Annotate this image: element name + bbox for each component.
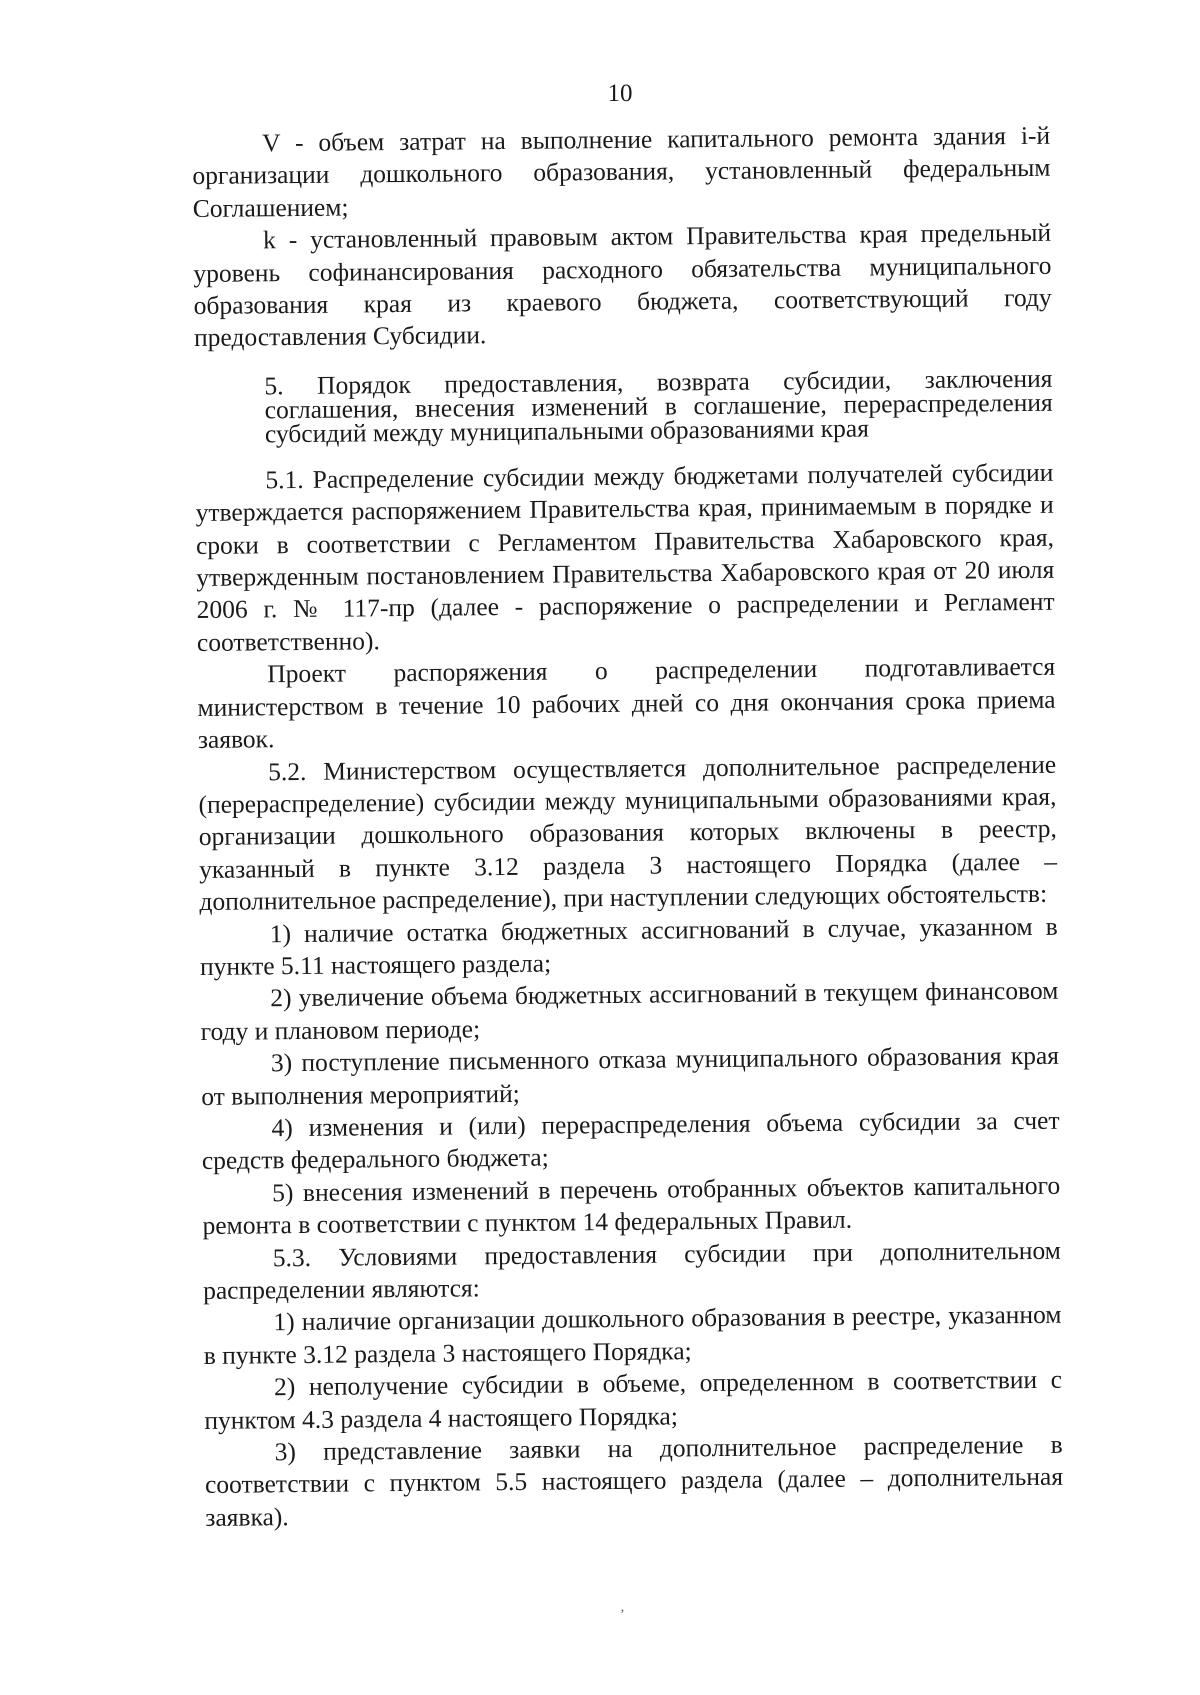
scan-mark: ‚ xyxy=(620,1600,625,1615)
list-item: 4) изменения и (или) перераспределения объема субсидии за счет средств федерального бюджета; xyxy=(201,1105,1060,1176)
list-item: 2) увеличение объема бюджетных ассигнований в текущем финансовом году и плановом периоде; xyxy=(200,976,1059,1046)
list-item: 5) внесения изменений в перечень отобранных объектов капитального ремонта в соответствии с пунктом 14 федеральных Правил. xyxy=(202,1170,1061,1241)
document-body xyxy=(192,120,1063,1534)
paragraph: 5.2. Министерством осуществляется дополнительное распределение (перераспределение) субсидии между муниципальными образованиями края, организации дошкольного образования которых включены в реестр, указанный в пункте 3.12 раздела 3 настоящего Порядка (далее – дополнительное распределение), при наступлении следующих обстоятельств: xyxy=(198,749,1058,917)
list-item: 1) наличие организации дошкольного образования в реестре, указанном в пункте 3.12 раздела 3 настоящего Порядка; xyxy=(203,1300,1062,1370)
paragraph: V - объем затрат на выполнение капитального ремонта здания i-й организации дошкольного образования, установленный федеральным Соглашением; xyxy=(192,120,1051,223)
list-item: 3) представление заявки на дополнительное распределение в соответствии с пунктом 5.5 настоящего раздела (далее – дополнительная заявка). xyxy=(204,1429,1064,1532)
paragraph: Проект распоряжения о распределении подготавливается министерством в течение 10 рабочих дней со дня окончания срока приема заявок. xyxy=(197,652,1056,755)
section-heading: 5. Порядок предоставления, возврата субсидии, заключения соглашения, внесения изменений в соглашение, перераспределения субсидий между муниципальными образованиями края xyxy=(264,363,1053,449)
list-item: 2) неполучение субсидии в объеме, определенном в соответствии с пунктом 4.3 раздела 4 настоящего Порядка; xyxy=(204,1364,1063,1435)
list-item: 3) поступление письменного отказа муниципального образования края от выполнения мероприятий; xyxy=(201,1040,1060,1111)
paragraph: 5.1. Распределение субсидии между бюджетами получателей субсидии утверждается распоряжением Правительства края, принимаемым в порядке и сроки в соответствии с Регламентом Правительства Хабаровского края, утвержденным постановлением Правительства Хабаровского края от 20 июля 2006 г. № 117-пр (далее - распоряжение о распределении и Регламент соответственно). xyxy=(195,457,1055,657)
page-number: 10 xyxy=(607,80,633,107)
paragraph: k - установленный правовым актом Правительства края предельный уровень софинансирования расходного обязательства муниципального образования края из краевого бюджета, соответствующий году предоставления Субсидии. xyxy=(193,217,1052,353)
list-item: 1) наличие остатка бюджетных ассигнований в случае, указанном в пункте 5.11 настоящего раздела; xyxy=(199,911,1058,981)
paragraph: 5.3. Условиями предоставления субсидии при дополнительном распределении являются: xyxy=(203,1235,1061,1305)
